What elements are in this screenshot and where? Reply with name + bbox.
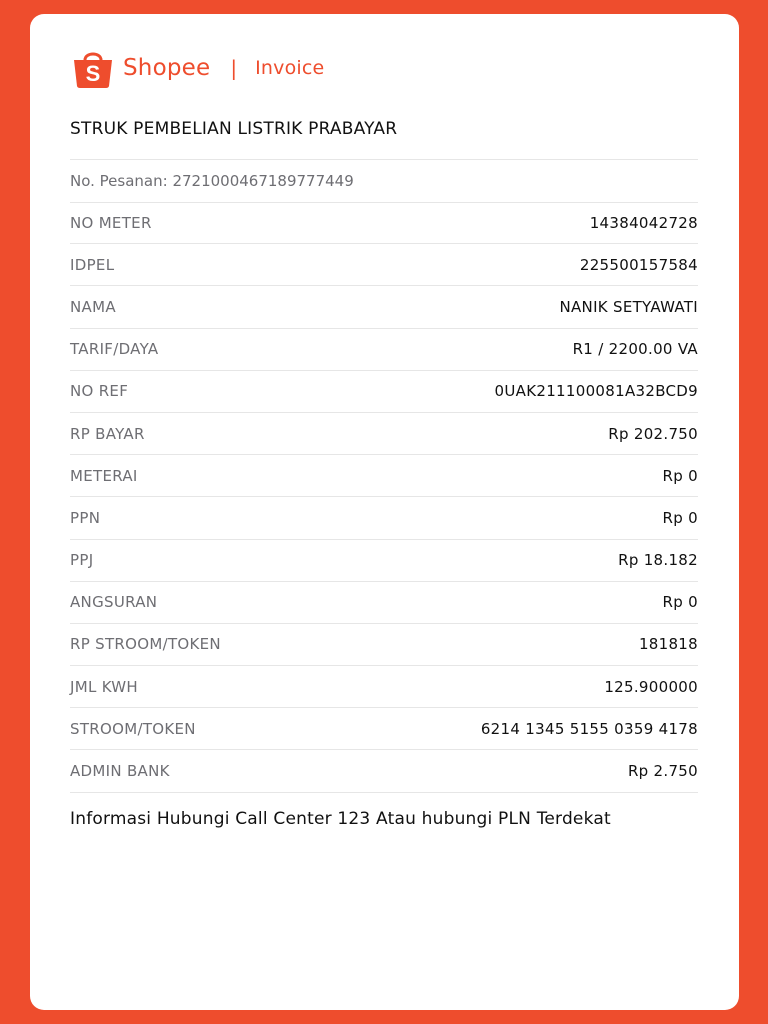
info-text: Informasi Hubungi Call Center 123 Atau hubungi PLN Terdekat bbox=[70, 809, 611, 829]
detail-label: METERAI bbox=[70, 466, 138, 485]
detail-row bbox=[70, 540, 698, 582]
detail-label: JML KWH bbox=[70, 677, 139, 696]
detail-value: R1 / 2200.00 VA bbox=[572, 340, 698, 359]
detail-row bbox=[70, 329, 698, 371]
detail-row bbox=[70, 244, 698, 286]
detail-row bbox=[70, 708, 698, 750]
detail-value: NANIK SETYAWATI bbox=[559, 297, 698, 316]
brand-name: Shopee bbox=[123, 55, 211, 81]
detail-value: 181818 bbox=[638, 635, 698, 654]
detail-value: 225500157584 bbox=[579, 255, 698, 274]
detail-label: ADMIN BANK bbox=[70, 762, 170, 781]
invoice-card bbox=[30, 14, 739, 1010]
shopee-bag-icon bbox=[70, 48, 116, 88]
detail-value: 6214 1345 5155 0359 4178 bbox=[480, 719, 698, 738]
detail-row bbox=[70, 455, 698, 497]
detail-row bbox=[70, 202, 698, 244]
header-separator: | bbox=[230, 56, 238, 80]
detail-label: STROOM/TOKEN bbox=[70, 719, 196, 738]
detail-row bbox=[70, 582, 698, 624]
detail-label: NAMA bbox=[70, 297, 116, 316]
detail-label: ANGSURAN bbox=[70, 593, 158, 612]
detail-value: 125.900000 bbox=[604, 677, 698, 696]
detail-value: Rp 18.182 bbox=[618, 551, 698, 570]
detail-label: PPJ bbox=[70, 551, 94, 570]
detail-row bbox=[70, 413, 698, 455]
detail-value: Rp 2.750 bbox=[627, 762, 698, 781]
detail-row bbox=[70, 371, 698, 413]
order-number: No. Pesanan: 2721000467189777449 bbox=[70, 159, 698, 203]
detail-value: Rp 0 bbox=[662, 508, 698, 527]
detail-label: TARIF/DAYA bbox=[70, 340, 159, 359]
detail-value: 0UAK211100081A32BCD9 bbox=[494, 382, 698, 401]
detail-row bbox=[70, 286, 698, 328]
detail-row bbox=[70, 624, 698, 666]
receipt-title: STRUK PEMBELIAN LISTRIK PRABAYAR bbox=[70, 119, 398, 139]
detail-label: PPN bbox=[70, 508, 101, 527]
detail-label: NO METER bbox=[70, 213, 152, 232]
detail-value: Rp 0 bbox=[662, 466, 698, 485]
detail-value: 14384042728 bbox=[589, 213, 698, 232]
detail-label: IDPEL bbox=[70, 255, 115, 274]
detail-row bbox=[70, 666, 698, 708]
detail-row bbox=[70, 497, 698, 539]
detail-label: RP BAYAR bbox=[70, 424, 145, 443]
detail-label: RP STROOM/TOKEN bbox=[70, 635, 221, 654]
invoice-header bbox=[70, 48, 324, 88]
receipt-details bbox=[70, 202, 698, 793]
detail-value: Rp 0 bbox=[662, 593, 698, 612]
detail-value: Rp 202.750 bbox=[608, 424, 698, 443]
logo-letter: S bbox=[85, 61, 101, 86]
detail-label: NO REF bbox=[70, 382, 129, 401]
detail-row bbox=[70, 750, 698, 792]
page-title: Invoice bbox=[255, 57, 325, 79]
